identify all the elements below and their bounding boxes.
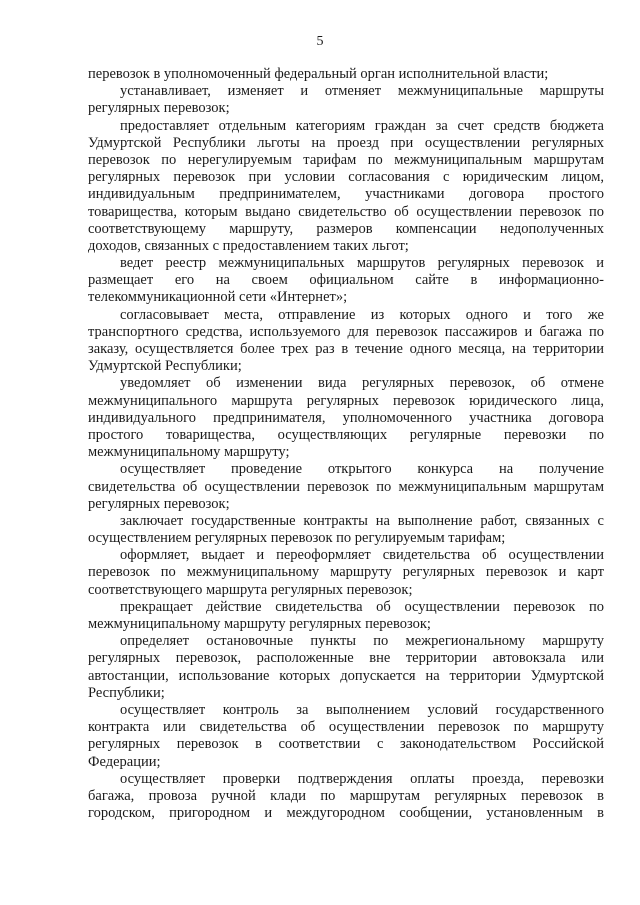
text-line: автостанции, использование которых допускается на территории Удмуртской: [88, 667, 604, 684]
text-line: соответствующего маршрута регулярных перевозок;: [88, 581, 413, 598]
text-line: осуществляет проверки подтверждения оплаты проезда, перевозки: [120, 770, 604, 787]
text-line: перевозок в уполномоченный федеральный орган исполнительной власти;: [88, 66, 549, 82]
text-line: простого товарищества, осуществляющих регулярные перевозки по: [88, 426, 604, 443]
text-line: Республики;: [88, 684, 165, 701]
text-line: ведет реестр межмуниципальных маршрутов регулярных перевозок и: [120, 255, 604, 272]
body-text: [88, 66, 604, 822]
text-line: устанавливает, изменяет и отменяет межмуниципальные маршруты: [120, 83, 604, 100]
text-line: свидетельства об осуществлении перевозок по межмуниципальным маршрутам: [88, 478, 604, 495]
text-line: Федерации;: [88, 753, 161, 770]
text-line: регулярных перевозок при условии согласования с юридическим лицом,: [88, 169, 604, 186]
text-line: индивидуального предпринимателя, уполномоченного участника договора: [88, 409, 604, 426]
text-line: Удмуртской Республики льготы на проезд при осуществлении регулярных: [88, 134, 604, 151]
text-line: перевозок по межмуниципальному маршруту регулярных перевозок и карт: [88, 564, 604, 581]
text-line: оформляет, выдает и переоформляет свидетельства об осуществлении: [120, 547, 604, 564]
text-line: согласовывает места, отправление из которых одного и того же: [120, 306, 604, 323]
text-line: прекращает действие свидетельства об осуществлении перевозок по: [120, 598, 604, 615]
text-line: доходов, связанных с предоставлением таких льгот;: [88, 237, 409, 254]
text-line: осуществлением регулярных перевозок по регулируемым тарифам;: [88, 530, 506, 547]
text-line: товарищества, которым выдано свидетельство об осуществлении перевозок по: [88, 203, 604, 220]
text-line: регулярных перевозок, расположенные вне территории автовокзала или: [88, 650, 604, 667]
page-number: 5: [316, 34, 324, 49]
text-line: регулярных перевозок;: [88, 100, 230, 117]
text-line: осуществляет проведение открытого конкурса на получение: [120, 461, 604, 478]
text-line: межмуниципальному маршруту;: [88, 444, 290, 461]
text-line: контракта или свидетельства об осуществлении перевозок по маршруту: [88, 719, 604, 736]
text-line: индивидуальным предпринимателем, участниками договора простого: [88, 186, 604, 203]
text-line: размещает его на своем официальном сайте в информационно-: [88, 272, 604, 289]
text-line: предоставляет отдельным категориям граждан за счет средств бюджета: [120, 117, 604, 134]
text-line: Удмуртской Республики;: [88, 358, 242, 375]
text-line: осуществляет контроль за выполнением условий государственного: [120, 701, 604, 718]
text-line: заказу, осуществляется более трех раз в течение одного месяца, на территории: [88, 341, 604, 357]
text-line: заключает государственные контракты на выполнение работ, связанных с: [120, 512, 604, 529]
text-line: межмуниципальному маршруту регулярных перевозок;: [88, 616, 431, 632]
text-line: определяет остановочные пункты по межрегиональному маршруту: [120, 633, 604, 650]
text-line: регулярных перевозок;: [88, 495, 230, 512]
text-line: телекоммуникационной сети «Интернет»;: [88, 289, 348, 306]
text-line: городском, пригородном и междугородном сообщении, установленным в: [88, 805, 604, 822]
text-line: уведомляет об изменении вида регулярных перевозок, об отмене: [120, 375, 604, 392]
text-line: транспортного средства, используемого для перевозок пассажиров и багажа по: [88, 323, 604, 340]
text-line: регулярных перевозок в соответствии с законодательством Российской: [88, 736, 604, 753]
text-line: перевозок по нерегулируемым тарифам по межмуниципальным маршрутам: [88, 151, 604, 168]
text-line: межмуниципального маршрута регулярных перевозок юридического лица,: [88, 392, 604, 409]
text-line: багажа, провоза ручной клади по маршрутам регулярных перевозок в: [88, 787, 604, 804]
text-line: соответствующему маршруту, размеров компенсации недополученных: [88, 220, 604, 237]
